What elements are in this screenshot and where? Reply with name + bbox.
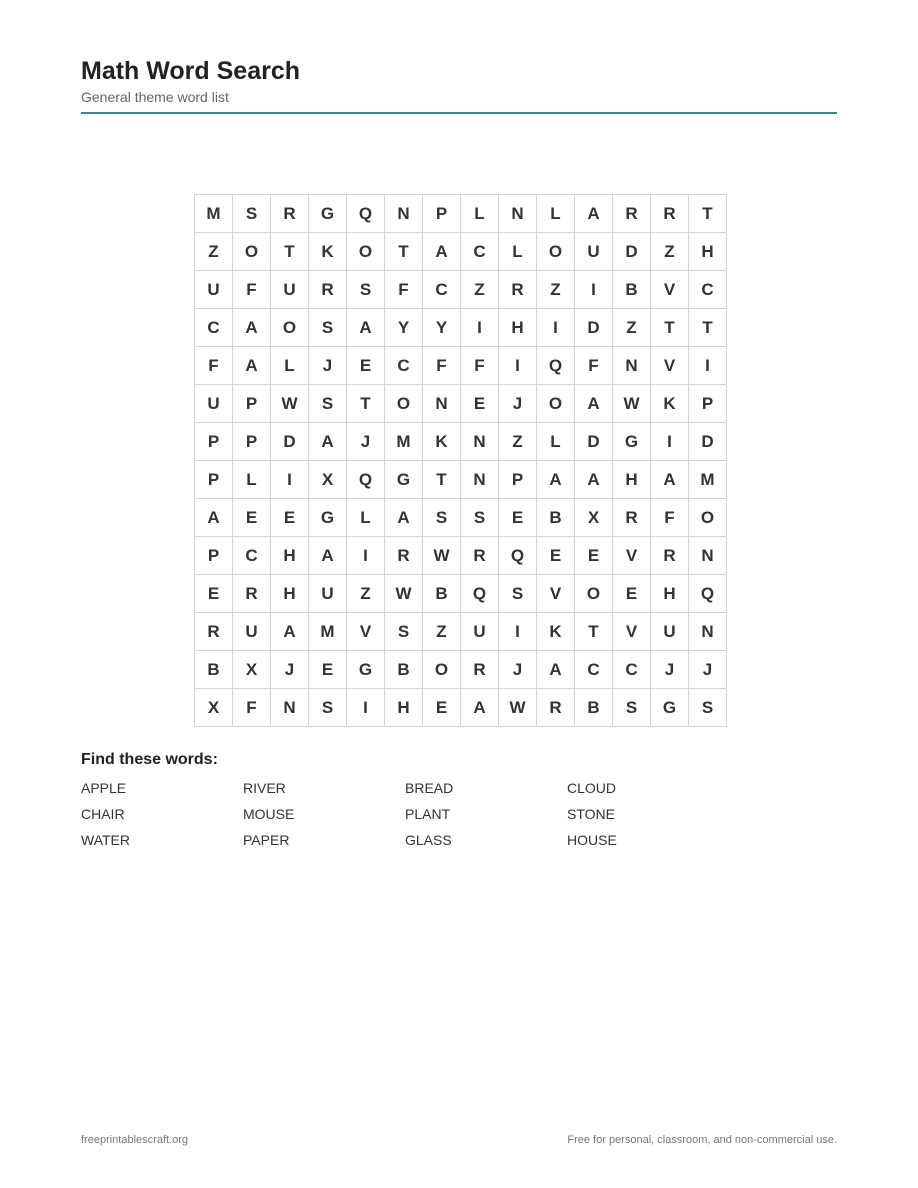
grid-letter-cell: U: [233, 613, 271, 651]
grid-row: [195, 195, 727, 233]
grid-letter-cell: K: [423, 423, 461, 461]
grid-letter-cell: K: [309, 233, 347, 271]
grid-letter-cell: N: [385, 195, 423, 233]
grid-letter-cell: H: [499, 309, 537, 347]
grid-letter-cell: J: [689, 651, 727, 689]
grid-letter-cell: B: [613, 271, 651, 309]
grid-letter-cell: A: [537, 461, 575, 499]
word-list-item: HOUSE: [567, 832, 617, 848]
grid-letter-cell: Z: [499, 423, 537, 461]
grid-letter-cell: L: [461, 195, 499, 233]
word-list-item: STONE: [567, 806, 615, 822]
grid-letter-cell: R: [613, 499, 651, 537]
grid-letter-cell: N: [271, 689, 309, 727]
grid-letter-cell: I: [499, 347, 537, 385]
footer-license: Free for personal, classroom, and non-commercial use.: [567, 1134, 837, 1146]
grid-letter-cell: R: [613, 195, 651, 233]
grid-letter-cell: W: [499, 689, 537, 727]
grid-letter-cell: A: [233, 309, 271, 347]
word-list-item: BREAD: [405, 780, 454, 796]
grid-letter-cell: S: [233, 195, 271, 233]
grid-letter-cell: C: [385, 347, 423, 385]
grid-letter-cell: H: [385, 689, 423, 727]
grid-letter-cell: I: [537, 309, 575, 347]
grid-letter-cell: C: [233, 537, 271, 575]
footer-site: freeprintablescraft.org: [81, 1134, 188, 1146]
grid-row: [195, 347, 727, 385]
grid-row: [195, 233, 727, 271]
word-list-heading: Find these words:: [81, 751, 218, 768]
grid-letter-cell: D: [271, 423, 309, 461]
grid-letter-cell: O: [233, 233, 271, 271]
grid-letter-cell: Q: [689, 575, 727, 613]
grid-letter-cell: K: [537, 613, 575, 651]
grid-letter-cell: L: [347, 499, 385, 537]
grid-letter-cell: S: [499, 575, 537, 613]
grid-letter-cell: V: [347, 613, 385, 651]
grid-letter-cell: E: [309, 651, 347, 689]
word-list-item: CLOUD: [567, 780, 617, 796]
grid-letter-cell: L: [537, 195, 575, 233]
grid-letter-cell: E: [195, 575, 233, 613]
grid-letter-cell: P: [233, 385, 271, 423]
grid-letter-cell: H: [271, 575, 309, 613]
word-list-item: MOUSE: [243, 806, 295, 822]
grid-letter-cell: A: [309, 537, 347, 575]
grid-letter-cell: H: [613, 461, 651, 499]
grid-letter-cell: J: [271, 651, 309, 689]
grid-letter-cell: A: [575, 461, 613, 499]
grid-letter-cell: Z: [461, 271, 499, 309]
grid-letter-cell: I: [461, 309, 499, 347]
grid-letter-cell: D: [613, 233, 651, 271]
grid-letter-cell: S: [309, 309, 347, 347]
grid-letter-cell: P: [423, 195, 461, 233]
grid-letter-cell: R: [385, 537, 423, 575]
grid-letter-cell: U: [461, 613, 499, 651]
grid-letter-cell: N: [613, 347, 651, 385]
grid-letter-cell: J: [347, 423, 385, 461]
word-list-item: PAPER: [243, 832, 290, 848]
grid-letter-cell: D: [575, 423, 613, 461]
grid-letter-cell: J: [651, 651, 689, 689]
grid-letter-cell: E: [575, 537, 613, 575]
grid-letter-cell: V: [651, 271, 689, 309]
page-header: [81, 56, 837, 106]
grid-letter-cell: J: [499, 651, 537, 689]
grid-letter-cell: Q: [347, 461, 385, 499]
grid-letter-cell: N: [499, 195, 537, 233]
grid-letter-cell: W: [613, 385, 651, 423]
grid-letter-cell: L: [271, 347, 309, 385]
grid-row: [195, 271, 727, 309]
grid-letter-cell: R: [233, 575, 271, 613]
word-list-item: WATER: [81, 832, 130, 848]
grid-letter-cell: X: [195, 689, 233, 727]
grid-letter-cell: E: [233, 499, 271, 537]
grid-row: [195, 423, 727, 461]
grid-letter-cell: V: [537, 575, 575, 613]
grid-letter-cell: U: [271, 271, 309, 309]
grid-letter-cell: A: [347, 309, 385, 347]
grid-letter-cell: O: [537, 233, 575, 271]
grid-letter-cell: R: [651, 195, 689, 233]
grid-letter-cell: E: [461, 385, 499, 423]
grid-letter-cell: U: [195, 271, 233, 309]
grid-letter-cell: F: [385, 271, 423, 309]
grid-letter-cell: N: [461, 461, 499, 499]
grid-letter-cell: C: [689, 271, 727, 309]
grid-row: [195, 385, 727, 423]
grid-letter-cell: C: [461, 233, 499, 271]
grid-letter-cell: Z: [613, 309, 651, 347]
grid-letter-cell: I: [271, 461, 309, 499]
grid-letter-cell: T: [423, 461, 461, 499]
grid-letter-cell: J: [499, 385, 537, 423]
grid-letter-cell: F: [651, 499, 689, 537]
grid-letter-cell: U: [575, 233, 613, 271]
grid-letter-cell: O: [689, 499, 727, 537]
grid-letter-cell: A: [385, 499, 423, 537]
grid-letter-cell: F: [233, 271, 271, 309]
word-list-item: GLASS: [405, 832, 452, 848]
grid-letter-cell: M: [689, 461, 727, 499]
grid-letter-cell: O: [347, 233, 385, 271]
grid-letter-cell: P: [689, 385, 727, 423]
grid-letter-cell: F: [195, 347, 233, 385]
word-list: [81, 777, 729, 855]
grid-letter-cell: G: [651, 689, 689, 727]
grid-letter-cell: A: [233, 347, 271, 385]
page-subtitle: General theme word list: [81, 89, 229, 105]
grid-letter-cell: B: [195, 651, 233, 689]
grid-letter-cell: O: [575, 575, 613, 613]
page-title: Math Word Search: [81, 57, 301, 85]
grid-letter-cell: I: [347, 689, 385, 727]
grid-letter-cell: D: [689, 423, 727, 461]
grid-letter-cell: L: [499, 233, 537, 271]
grid-letter-cell: I: [575, 271, 613, 309]
grid-letter-cell: G: [309, 195, 347, 233]
grid-letter-cell: E: [423, 689, 461, 727]
grid-letter-cell: M: [309, 613, 347, 651]
grid-letter-cell: J: [309, 347, 347, 385]
grid-letter-cell: O: [271, 309, 309, 347]
grid-letter-cell: N: [461, 423, 499, 461]
grid-letter-cell: A: [575, 385, 613, 423]
grid-letter-cell: F: [233, 689, 271, 727]
grid-letter-cell: Z: [537, 271, 575, 309]
grid-letter-cell: S: [309, 385, 347, 423]
word-search-grid: [194, 194, 727, 727]
grid-letter-cell: X: [575, 499, 613, 537]
grid-row: [195, 613, 727, 651]
grid-letter-cell: T: [271, 233, 309, 271]
grid-letter-cell: I: [347, 537, 385, 575]
grid-letter-cell: F: [575, 347, 613, 385]
grid-letter-cell: D: [575, 309, 613, 347]
grid-row: [195, 309, 727, 347]
grid-letter-cell: O: [537, 385, 575, 423]
grid-letter-cell: Z: [651, 233, 689, 271]
grid-letter-cell: S: [385, 613, 423, 651]
grid-letter-cell: R: [271, 195, 309, 233]
grid-letter-cell: E: [347, 347, 385, 385]
grid-letter-cell: Y: [385, 309, 423, 347]
grid-letter-cell: W: [423, 537, 461, 575]
grid-letter-cell: H: [689, 233, 727, 271]
grid-letter-cell: S: [309, 689, 347, 727]
grid-letter-cell: B: [575, 689, 613, 727]
grid-letter-cell: T: [689, 309, 727, 347]
grid-letter-cell: H: [651, 575, 689, 613]
grid-letter-cell: S: [613, 689, 651, 727]
grid-letter-cell: A: [651, 461, 689, 499]
grid-letter-cell: I: [651, 423, 689, 461]
grid-letter-cell: I: [499, 613, 537, 651]
grid-letter-cell: I: [689, 347, 727, 385]
word-list-item: PLANT: [405, 806, 451, 822]
grid-letter-cell: A: [575, 195, 613, 233]
grid-letter-cell: T: [689, 195, 727, 233]
grid-letter-cell: A: [195, 499, 233, 537]
grid-letter-cell: N: [423, 385, 461, 423]
grid-letter-cell: C: [423, 271, 461, 309]
grid-letter-cell: G: [309, 499, 347, 537]
grid-letter-cell: R: [499, 271, 537, 309]
grid-letter-cell: V: [651, 347, 689, 385]
grid-letter-cell: U: [195, 385, 233, 423]
grid-letter-cell: V: [613, 613, 651, 651]
grid-letter-cell: T: [385, 233, 423, 271]
grid-letter-cell: E: [271, 499, 309, 537]
grid-letter-cell: X: [309, 461, 347, 499]
grid-letter-cell: M: [385, 423, 423, 461]
grid-letter-cell: Q: [537, 347, 575, 385]
grid-letter-cell: N: [689, 537, 727, 575]
grid-letter-cell: R: [651, 537, 689, 575]
grid-letter-cell: S: [347, 271, 385, 309]
grid-letter-cell: R: [461, 651, 499, 689]
grid-letter-cell: R: [309, 271, 347, 309]
grid-letter-cell: O: [423, 651, 461, 689]
grid-letter-cell: X: [233, 651, 271, 689]
grid-letter-cell: A: [423, 233, 461, 271]
grid-letter-cell: C: [195, 309, 233, 347]
grid-letter-cell: G: [385, 461, 423, 499]
grid-letter-cell: P: [233, 423, 271, 461]
grid-row: [195, 537, 727, 575]
grid-letter-cell: H: [271, 537, 309, 575]
grid-letter-cell: G: [613, 423, 651, 461]
grid-letter-cell: N: [689, 613, 727, 651]
word-list-item: RIVER: [243, 780, 286, 796]
grid-letter-cell: F: [461, 347, 499, 385]
grid-letter-cell: T: [651, 309, 689, 347]
grid-letter-cell: P: [195, 537, 233, 575]
grid-row: [195, 499, 727, 537]
grid-letter-cell: C: [575, 651, 613, 689]
grid-letter-cell: A: [537, 651, 575, 689]
grid-letter-cell: S: [689, 689, 727, 727]
grid-letter-cell: A: [271, 613, 309, 651]
grid-letter-cell: T: [575, 613, 613, 651]
grid-letter-cell: U: [309, 575, 347, 613]
grid-letter-cell: C: [613, 651, 651, 689]
grid-letter-cell: E: [537, 537, 575, 575]
grid-letter-cell: P: [499, 461, 537, 499]
grid-letter-cell: S: [461, 499, 499, 537]
grid-letter-cell: B: [423, 575, 461, 613]
grid-letter-cell: R: [195, 613, 233, 651]
grid-letter-cell: R: [461, 537, 499, 575]
grid-letter-cell: B: [385, 651, 423, 689]
grid-letter-cell: E: [499, 499, 537, 537]
grid-letter-cell: Q: [347, 195, 385, 233]
grid-letter-cell: Q: [461, 575, 499, 613]
grid-letter-cell: W: [385, 575, 423, 613]
grid-letter-cell: L: [537, 423, 575, 461]
word-list-item: APPLE: [81, 780, 127, 796]
grid-letter-cell: M: [195, 195, 233, 233]
grid-letter-cell: P: [195, 461, 233, 499]
grid-letter-cell: K: [651, 385, 689, 423]
grid-letter-cell: Z: [347, 575, 385, 613]
grid-letter-cell: F: [423, 347, 461, 385]
grid-letter-cell: Z: [423, 613, 461, 651]
word-list-item: CHAIR: [81, 806, 125, 822]
grid-letter-cell: Y: [423, 309, 461, 347]
grid-letter-cell: U: [651, 613, 689, 651]
grid-letter-cell: O: [385, 385, 423, 423]
grid-letter-cell: P: [195, 423, 233, 461]
grid-row: [195, 461, 727, 499]
grid-letter-cell: V: [613, 537, 651, 575]
grid-letter-cell: T: [347, 385, 385, 423]
header-divider: [81, 112, 837, 114]
grid-row: [195, 575, 727, 613]
grid-letter-cell: E: [613, 575, 651, 613]
grid-letter-cell: S: [423, 499, 461, 537]
grid-letter-cell: Q: [499, 537, 537, 575]
grid-letter-cell: R: [537, 689, 575, 727]
grid-letter-cell: Z: [195, 233, 233, 271]
grid-letter-cell: A: [309, 423, 347, 461]
grid-letter-cell: B: [537, 499, 575, 537]
grid-letter-cell: A: [461, 689, 499, 727]
grid-row: [195, 689, 727, 727]
grid-letter-cell: L: [233, 461, 271, 499]
grid-letter-cell: W: [271, 385, 309, 423]
grid-letter-cell: G: [347, 651, 385, 689]
grid-row: [195, 651, 727, 689]
